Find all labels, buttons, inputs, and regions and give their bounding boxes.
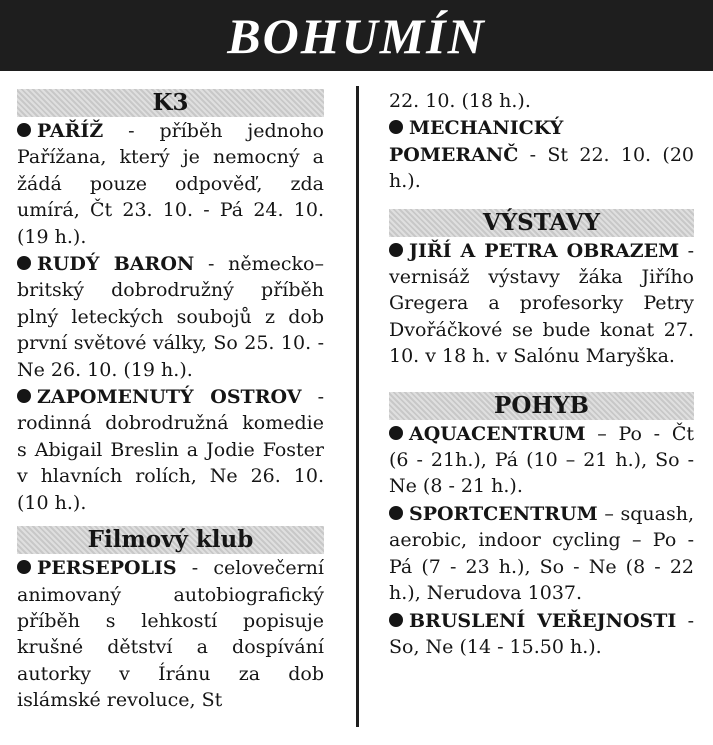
listing-brusleni-verejnosti bbox=[389, 608, 694, 661]
left-column bbox=[17, 86, 324, 715]
listing-title: PAŘÍŽ bbox=[37, 120, 104, 142]
bullet-icon bbox=[17, 123, 31, 137]
listing-text: - celovečerní animovaný autobiografický příběh s lehkostí popisuje krušné dětství a dospívání autorky v Íránu za dob islámské revoluce, St bbox=[17, 557, 324, 712]
listing-zapomenuty-ostrov bbox=[17, 384, 324, 516]
listing-title: MECHANICKÝ POMERANČ bbox=[389, 117, 564, 166]
bullet-icon bbox=[389, 243, 403, 257]
listing-aquacentrum bbox=[389, 421, 694, 500]
listing-mechanicky-pomeranc bbox=[389, 115, 694, 194]
bullet-icon bbox=[389, 613, 403, 627]
listing-title: BRUSLENÍ VEŘEJNOSTI bbox=[409, 609, 677, 632]
listing-title: SPORTCENTRUM bbox=[409, 502, 598, 525]
bullet-icon bbox=[389, 506, 403, 520]
listing-jiri-a-petra bbox=[389, 238, 694, 370]
listing-title: ZAPOMENUTÝ OSTROV bbox=[37, 386, 302, 409]
section-heading-k3: K3 bbox=[17, 89, 324, 117]
listing-text: - německo–britský dobrodružný příběh plný leteckých soubojů z dob první světové války, So 25. 10. - Ne 26. 10. (19 h.). bbox=[17, 253, 324, 381]
bullet-icon bbox=[17, 256, 31, 270]
listing-rudy-baron bbox=[17, 251, 324, 383]
section-heading-filmovy-klub: Filmový klub bbox=[17, 526, 324, 554]
bullet-icon bbox=[17, 389, 31, 403]
listing-title: PERSEPOLIS bbox=[37, 557, 177, 580]
listing-sportcentrum bbox=[389, 501, 694, 607]
bullet-icon bbox=[389, 120, 403, 134]
page-title: BOHUMÍN bbox=[0, 0, 713, 71]
listing-title: AQUACENTRUM bbox=[409, 422, 586, 445]
listing-title: RUDÝ BARON bbox=[37, 253, 195, 276]
listing-text: - příběh jednoho Pařížana, který je nemocný a žádá pouze odpověď, zda umírá, Čt 23. 10. - Pá 24. 10. (19 h.). bbox=[17, 120, 324, 248]
section-heading-pohyb: POHYB bbox=[389, 392, 694, 420]
bullet-icon bbox=[389, 426, 403, 440]
listing-text: - rodinná dobrodružná komedie s Abigail Breslin a Jodie Foster v hlavních rolích, Ne 26. 10. (10 h.). bbox=[17, 386, 324, 514]
listing-text: – squash, aerobic, indoor cycling – Po - Pá (7 - 23 h.), So - Ne (8 - 22 h.), Nerudova 1037. bbox=[389, 502, 694, 605]
listing-text: – Po - Čt (6 - 21h.), Pá (10 – 21 h.), So - Ne (8 - 21 h.). bbox=[389, 422, 694, 498]
column-divider bbox=[356, 86, 359, 727]
section-heading-vystavy: VÝSTAVY bbox=[389, 209, 694, 237]
listing-pariz bbox=[17, 118, 324, 250]
listing-title: JIŘÍ A PETRA OBRAZEM bbox=[409, 239, 680, 262]
bullet-icon bbox=[17, 560, 31, 574]
continuation-text: 22. 10. (18 h.). bbox=[389, 90, 531, 112]
listing-text: - St 22. 10. (20 h.). bbox=[389, 143, 694, 193]
listing-persepolis bbox=[17, 555, 324, 713]
right-column bbox=[389, 86, 694, 661]
listing-text: - vernisáž výstavy žáka Jiřího Gregera a profesorky Petry Dvořáčkové se bude konat 27. 10. v 18 h. v Salónu Maryška. bbox=[389, 239, 694, 368]
listing-text: - So, Ne (14 - 15.50 h.). bbox=[389, 609, 694, 658]
